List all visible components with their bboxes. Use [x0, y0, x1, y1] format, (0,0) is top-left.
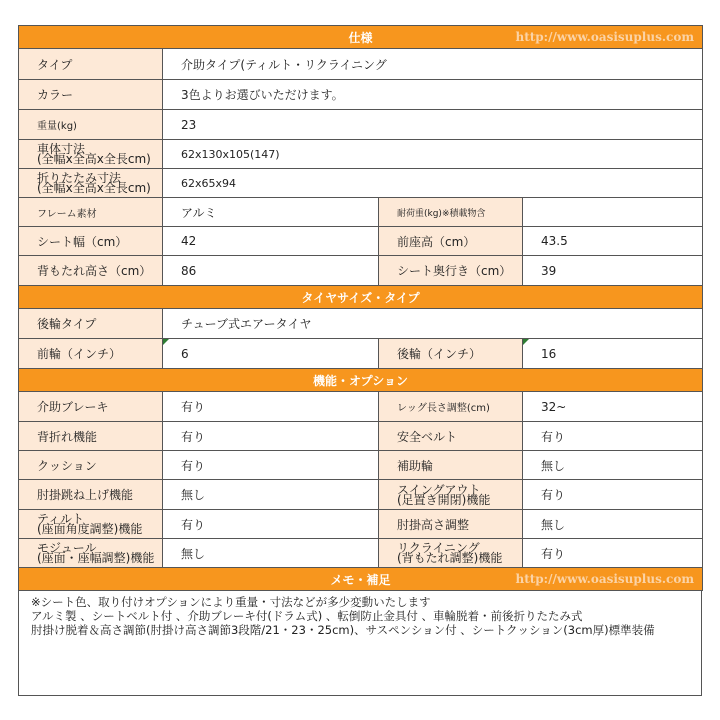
folded-size-value: 62x65x94: [163, 169, 703, 198]
load-label: 耐荷重(kg)※積載物含: [379, 198, 523, 227]
section-title: 仕様: [348, 30, 373, 45]
backfold-label: 背折れ機能: [19, 422, 163, 451]
modular-label: モジュール (座面・座幅調整)機能: [19, 539, 163, 568]
memo-line: アルミ製 、シートベルト付 、介助ブレーキ付(ドラム式) 、転倒防止金具付 、車輪脱着・前後折りたたみ式: [31, 609, 583, 623]
seat-width-label: シート幅（cm）: [19, 227, 163, 256]
section-title: 機能・オプション: [313, 373, 408, 388]
memo-box: [18, 591, 702, 696]
seat-depth-value: 39: [523, 256, 703, 286]
table-row: [19, 422, 703, 451]
seat-width-value: 42: [163, 227, 379, 256]
type-value: 介助タイプ(ティルト・リクライニング: [163, 49, 703, 80]
table-row: [19, 480, 703, 510]
table-row: [19, 510, 703, 539]
type-label: タイプ: [19, 49, 163, 80]
load-value: [523, 198, 703, 227]
cushion-value: 有り: [163, 451, 379, 480]
rear-type-label: 後輪タイプ: [19, 309, 163, 339]
body-size-value: 62x130x105(147): [163, 140, 703, 169]
tilt-label: ティルト (座面角度調整)機能: [19, 510, 163, 539]
seat-depth-label: シート奥行き（cm）: [379, 256, 523, 286]
table-row: [19, 227, 703, 256]
front-wheel-value: 6: [163, 339, 379, 369]
armrest-height-value: 無し: [523, 510, 703, 539]
section-header-tire: [19, 286, 703, 309]
color-label: カラー: [19, 80, 163, 110]
aux-wheel-label: 補助輪: [379, 451, 523, 480]
table-row: [19, 198, 703, 227]
site-url: http://www.oasisuplus.com: [515, 30, 695, 44]
back-height-label: 背もたれ高さ（cm）: [19, 256, 163, 286]
recline-value: 有り: [523, 539, 703, 568]
swing-label: スイングアウト (足置き開閉)機能: [379, 480, 523, 510]
back-height-value: 86: [163, 256, 379, 286]
frame-label: フレーム素材: [19, 198, 163, 227]
cushion-label: クッション: [19, 451, 163, 480]
belt-value: 有り: [523, 422, 703, 451]
front-wheel-label: 前輪（インチ）: [19, 339, 163, 369]
table-row: [19, 339, 703, 369]
table-row: [19, 169, 703, 198]
front-seat-height-label: 前座高（cm）: [379, 227, 523, 256]
belt-label: 安全ベルト: [379, 422, 523, 451]
section-header-spec: [19, 26, 703, 49]
section-title: メモ・補足: [330, 572, 391, 587]
section-title: タイヤサイズ・タイプ: [301, 290, 420, 305]
leg-value: 32~: [523, 392, 703, 422]
weight-value: 23: [163, 110, 703, 140]
backfold-value: 有り: [163, 422, 379, 451]
recline-label: リクライニング (背もたれ調整)機能: [379, 539, 523, 568]
aux-wheel-value: 無し: [523, 451, 703, 480]
rear-type-value: チューブ式エアータイヤ: [163, 309, 703, 339]
armrest-flip-label: 肘掛跳ね上げ機能: [19, 480, 163, 510]
section-header-memo: [19, 568, 703, 591]
rear-wheel-value: 16: [523, 339, 703, 369]
table-row: [19, 309, 703, 339]
table-row: [19, 256, 703, 286]
frame-value: アルミ: [163, 198, 379, 227]
brake-label: 介助ブレーキ: [19, 392, 163, 422]
swing-value: 有り: [523, 480, 703, 510]
body-size-label: 車体寸法 (全幅x全高x全長cm): [19, 140, 163, 169]
leg-label: レッグ長さ調整(cm): [379, 392, 523, 422]
site-url: http://www.oasisuplus.com: [515, 572, 695, 586]
table-row: [19, 49, 703, 80]
table-row: [19, 80, 703, 110]
color-value: 3色よりお選びいただけます。: [163, 80, 703, 110]
table-row: [19, 110, 703, 140]
front-seat-height-value: 43.5: [523, 227, 703, 256]
spec-sheet: [18, 25, 702, 696]
folded-size-label: 折りたたみ寸法 (全幅x全高x全長cm): [19, 169, 163, 198]
memo-line: 肘掛け脱着＆高さ調節(肘掛け高さ調節3段階/21・23・25cm)、サスペンション付 、シートクッション(3cm厚)標準装備: [31, 623, 655, 637]
armrest-flip-value: 無し: [163, 480, 379, 510]
armrest-height-label: 肘掛高さ調整: [379, 510, 523, 539]
modular-value: 無し: [163, 539, 379, 568]
table-row: [19, 392, 703, 422]
brake-value: 有り: [163, 392, 379, 422]
weight-label: 重量(kg): [19, 110, 163, 140]
table-row: [19, 539, 703, 568]
rear-wheel-label: 後輪（インチ）: [379, 339, 523, 369]
table-row: [19, 451, 703, 480]
memo-line: ※シート色、取り付けオプションにより重量・寸法などが多少変動いたします: [31, 595, 431, 609]
table-row: [19, 140, 703, 169]
spec-table: [18, 25, 703, 591]
section-header-options: [19, 369, 703, 392]
tilt-value: 有り: [163, 510, 379, 539]
